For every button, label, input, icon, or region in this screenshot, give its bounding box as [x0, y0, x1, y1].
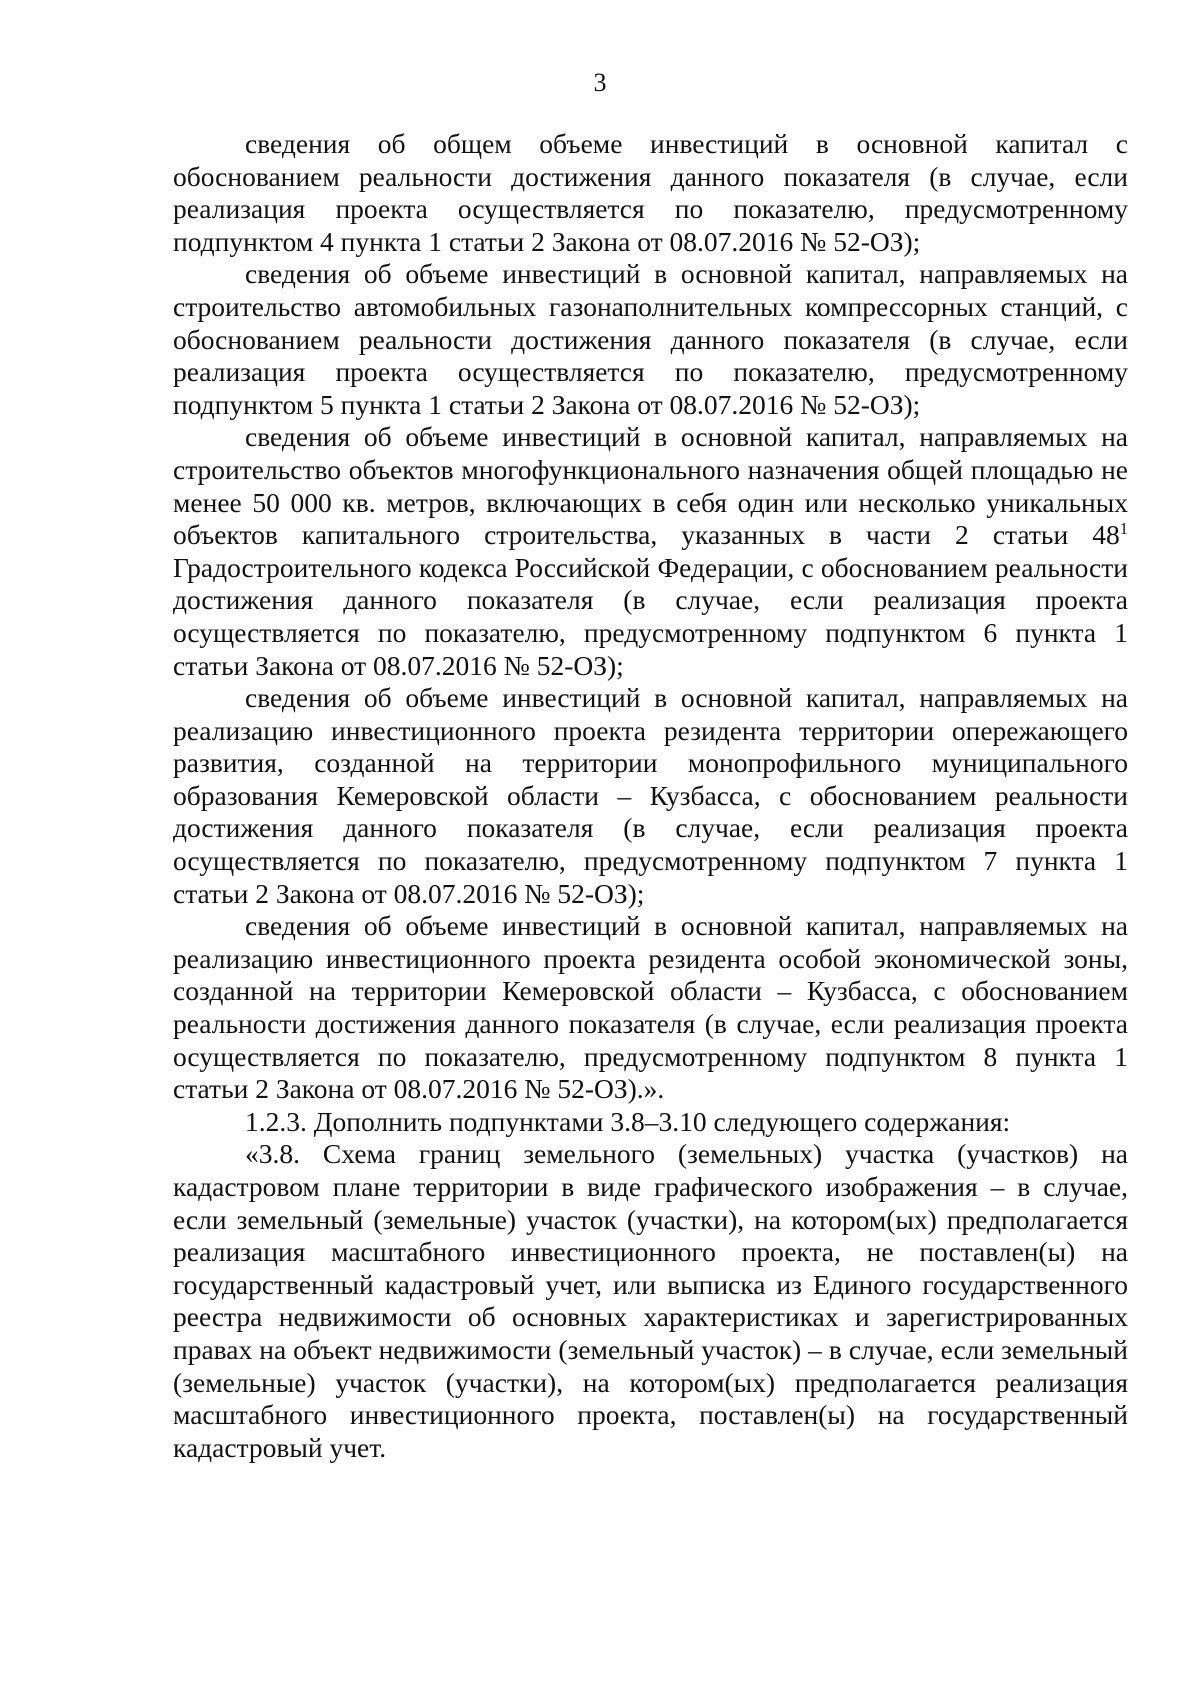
paragraph-text-after-footnote: Градостроительного кодекса Российской Федерации, с обоснованием реальности достижения данного показателя (в случае, если реализация проекта осуществляется по показателю, предусмотренному подпунктом 6 пункта 1 статьи Закона от 08.07.2016 № 52-ОЗ); — [173, 551, 1128, 681]
paragraph-advanced-development-territory: сведения об объеме инвестиций в основной капитал, направляемых на реализацию инвестиционного проекта резидента территории опережающего развития, созданной на территории монопрофильного муниципального образования Кемеровской области – Кузбасса, с обоснованием реальности достижения данного показателя (в случае, если реализация проекта осуществляется по показателю, предусмотренному подпунктом 7 пункта 1 статьи 2 Закона от 08.07.2016 № 52-ОЗ); — [173, 682, 1128, 909]
paragraph-gas-stations: сведения об объеме инвестиций в основной капитал, направляемых на строительство автомобильных газонаполнительных компрессорных станций, с обоснованием реальности достижения данного показателя (в случае, если реализация проекта осуществляется по показателю, предусмотренному подпунктом 5 пункта 1 статьи 2 Закона от 08.07.2016 № 52-ОЗ); — [173, 258, 1128, 420]
document-body — [173, 128, 1128, 1464]
paragraph-special-economic-zone: сведения об объеме инвестиций в основной капитал, направляемых на реализацию инвестиционного проекта резидента особой экономической зоны, созданной на территории Кемеровской области – Кузбасса, с обоснованием реальности достижения данного показателя (в случае, если реализация проекта осуществляется по показателю, предусмотренному подпунктом 8 пункта 1 статьи 2 Закона от 08.07.2016 № 52-ОЗ).». — [173, 910, 1128, 1105]
paragraph-text-before-footnote: сведения об объеме инвестиций в основной капитал, направляемых на строительство объектов многофункционального назначения общей площадью не менее 50 000 кв. метров, включающих в себя один или несколько уникальных объектов капитального строительства, указанных в части 2 статьи 48 — [173, 421, 1128, 551]
paragraph-multifunctional-objects — [173, 421, 1128, 682]
paragraph-investment-total: сведения об общем объеме инвестиций в основной капитал с обоснованием реальности достижения данного показателя (в случае, если реализация проекта осуществляется по показателю, предусмотренному подпунктом 4 пункта 1 статьи 2 Закона от 08.07.2016 № 52-ОЗ); — [173, 128, 1128, 257]
paragraph-amendment-1-2-3: 1.2.3. Дополнить подпунктами 3.8–3.10 следующего содержания: — [245, 1105, 1011, 1137]
paragraph-item-3-8: «3.8. Схема границ земельного (земельных) участка (участков) на кадастровом плане территории в виде графического изображения – в случае, если земельный (земельные) участок (участки), на котором(ых) предполагается реализация масштабного инвестиционного проекта, не поставлен(ы) на государственный кадастровый учет, или выписка из Единого государственного реестра недвижимости об основных характеристиках и зарегистрированных правах на объект недвижимости (земельный участок) – в случае, если земельный (земельные) участок (участки), на котором(ых) предполагается реализация масштабного инвестиционного проекта, поставлен(ы) на государственный кадастровый учет. — [173, 1138, 1128, 1463]
superscript-marker: 1 — [1119, 518, 1128, 538]
page-number: 3 — [593, 68, 607, 97]
